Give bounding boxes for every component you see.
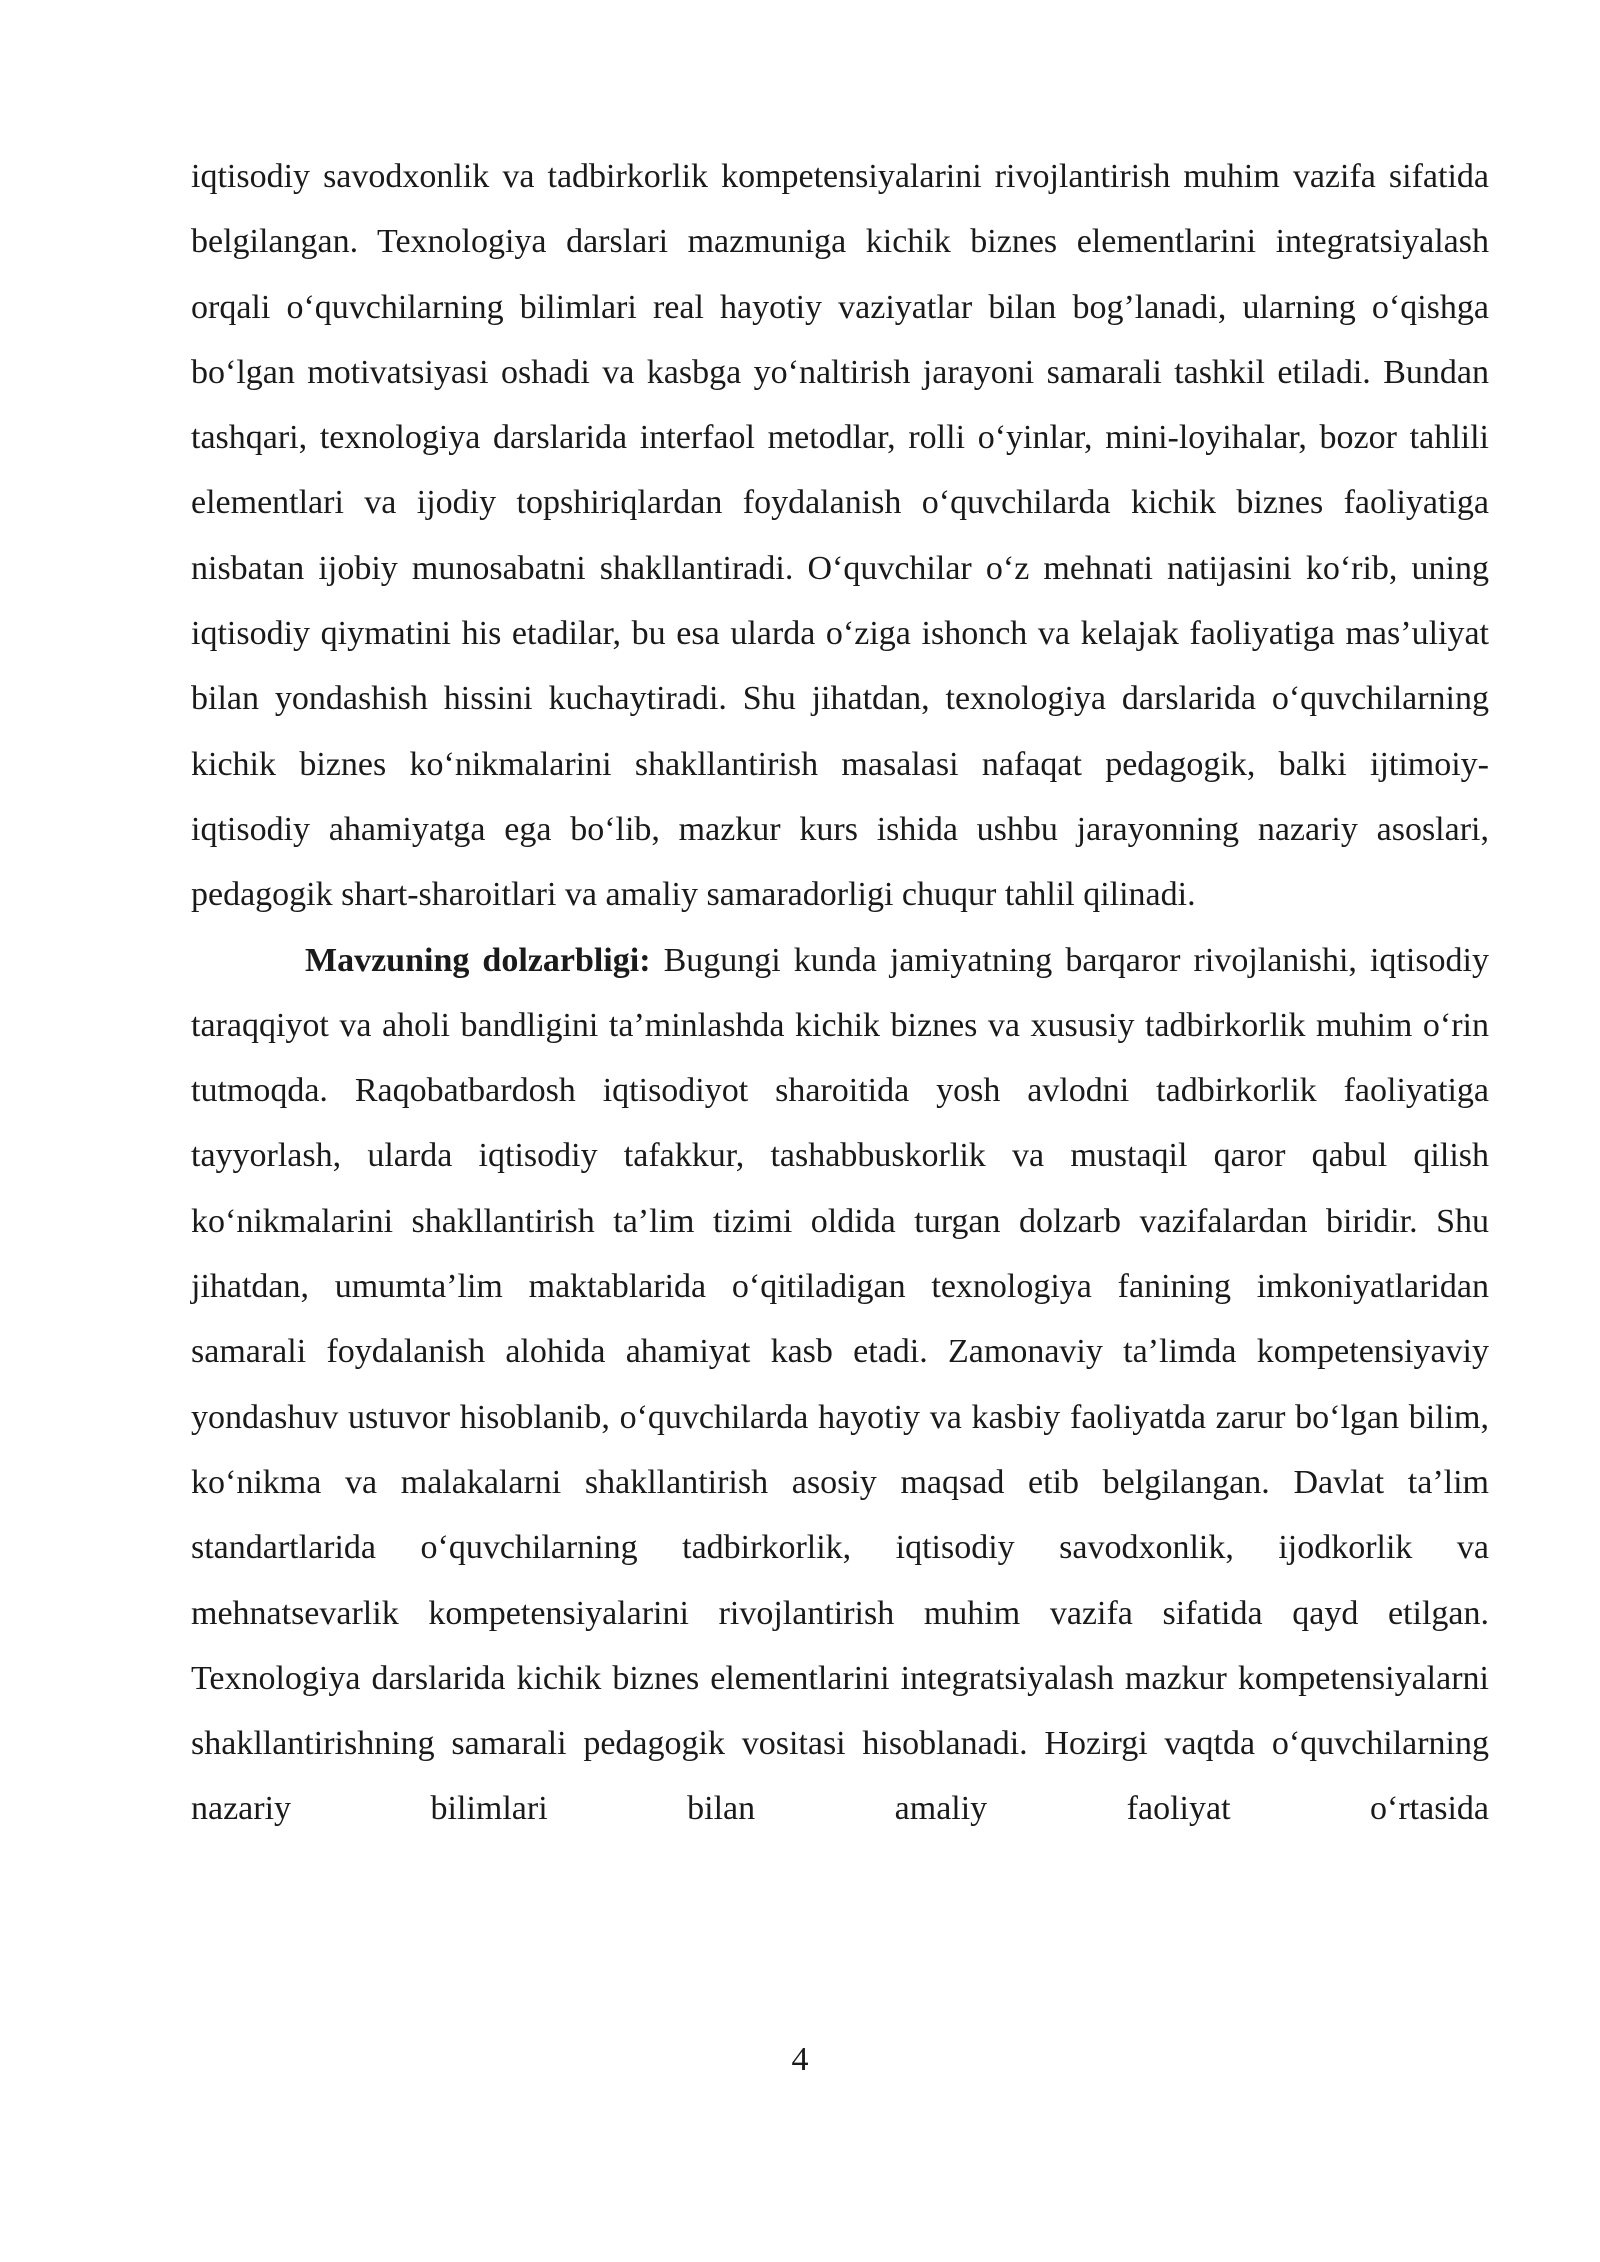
paragraph-relevance [191,928,1489,1842]
page-number: 4 [791,2041,809,2078]
body-text [191,144,1489,1842]
paragraph-relevance-text: Bugungi kunda jamiyatning barqaror rivojlanishi, iqtisodiy taraqqiyot va aholi bandligini ta’minlashda kichik biznes va xususiy tadbirkorlik muhim o‘rin tutmoqda. Raqobatbardosh iqtisodiyot sharoitida yosh avlodni tadbirkorlik faoliyatiga tayyorlash, ularda iqtisodiy tafakkur, tashabbuskorlik va mustaqil qaror qabul qilish ko‘nikmalarini shakllantirish ta’lim tizimi oldida turgan dolzarb vazifalardan biridir. Shu jihatdan, umumta’lim maktablarida o‘qitiladigan texnologiya fanining imkoniyatlaridan samarali foydalanish alohida ahamiyat kasb etadi. Zamonaviy ta’limda kompetensiyaviy yondashuv ustuvor hisoblanib, o‘quvchilarda hayotiy va kasbiy faoliyatda zarur bo‘lgan bilim, ko‘nikma va malakalarni shakllantirish asosiy maqsad etib belgilangan. Davlat ta’lim standartlarida o‘quvchilarning tadbirkorlik, iqtisodiy savodxonlik, ijodkorlik va mehnatsevarlik kompetensiyalarini rivojlantirish muhim vazifa sifatida qayd etilgan. Texnologiya darslarida kichik biznes elementlarini integratsiyalash mazkur kompetensiyalarni shakllantirishning samarali pedagogik vositasi hisoblanadi. Hozirgi vaqtda o‘quvchilarning nazariy bilimlari bilan amaliy faoliyat o‘rtasida [191,941,1489,1828]
paragraph-continued: iqtisodiy savodxonlik va tadbirkorlik kompetensiyalarini rivojlantirish muhim vazifa sifatida belgilangan. Texnologiya darslari mazmuniga kichik biznes elementlarini integratsiyalash orqali o‘quvchilarning bilimlari real hayotiy vaziyatlar bilan bog’lanadi, ularning o‘qishga bo‘lgan motivatsiyasi oshadi va kasbga yo‘naltirish jarayoni samarali tashkil etiladi. Bundan tashqari, texnologiya darslarida interfaol metodlar, rolli o‘yinlar, mini-loyihalar, bozor tahlili elementlari va ijodiy topshiriqlardan foydalanish o‘quvchilarda kichik biznes faoliyatiga nisbatan ijobiy munosabatni shakllantiradi. O‘quvchilar o‘z mehnati natijasini ko‘rib, uning iqtisodiy qiymatini his etadilar, bu esa ularda o‘ziga ishonch va kelajak faoliyatiga mas’uliyat bilan yondashish hissini kuchaytiradi. Shu jihatdan, texnologiya darslarida o‘quvchilarning kichik biznes ko‘nikmalarini shakllantirish masalasi nafaqat pedagogik, balki ijtimoiy-iqtisodiy ahamiyatga ega bo‘lib, mazkur kurs ishida ushbu jarayonning nazariy asoslari, pedagogik shart-sharoitlari va amaliy samaradorligi chuqur tahlil qilinadi. [191,158,1489,914]
section-heading-relevance: Mavzuning dolzarbligi: [305,941,651,979]
